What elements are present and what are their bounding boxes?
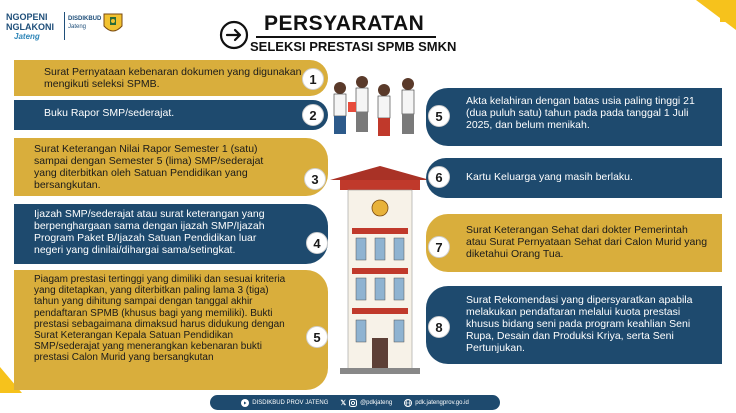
- arrow-right-circle-icon: [219, 20, 249, 50]
- requirement-number: 5: [306, 326, 328, 348]
- requirement-text: Buku Rapor SMP/sederajat.: [44, 107, 175, 119]
- requirement-number: 6: [428, 166, 450, 188]
- footer-website-label: pdk.jatengprov.go.id: [415, 399, 469, 406]
- requirement-text: Piagam prestasi tertinggi yang dimiliki dan sesuai kriteria yang ditetapkan, yang diterbitkan paling lama 3 (tiga) tahun yang dihitung sampai dengan tanggal akhir pendaftaran SPMB (khusus bagi yang memiliki). Bukti prestasi sebagaimana dimaksud harus didukung dengan Surat Keterangan Kepala Satuan Pendidikan SMP/sederajat yang menerangkan kebenaran bukti prestasi Calon Murid yang bersangkutan: [34, 274, 286, 364]
- students-figures: [334, 76, 414, 136]
- requirement-card-6: [426, 88, 722, 146]
- requirement-card-7: [426, 158, 722, 198]
- instagram-icon: [349, 399, 357, 407]
- brand-logo: [6, 6, 126, 46]
- requirement-number: 7: [428, 236, 450, 258]
- footer-social-label: @pdkjateng: [360, 399, 393, 406]
- logo-org-2: Jateng: [68, 24, 87, 30]
- requirement-text: Kartu Keluarga yang masih berlaku.: [466, 171, 633, 183]
- globe-icon: [404, 399, 412, 407]
- requirement-text: Surat Pernyataan kebenaran dokumen yang digunakan mengikuti seleksi SPMB.: [44, 66, 302, 90]
- title-underline: [256, 36, 436, 38]
- requirement-number: 8: [428, 316, 450, 338]
- requirement-text: Surat Keterangan Sehat dari dokter Pemerintah atau Surat Pernyataan Sehat dari Calon Murid yang diketahui Orang Tua.: [466, 224, 708, 260]
- requirement-card-2: [14, 100, 328, 130]
- logo-org-1: DISDIKBUD: [68, 16, 102, 22]
- page-title: PERSYARATAN: [264, 12, 425, 35]
- footer-social-bar: [210, 395, 500, 410]
- footer-website[interactable]: [404, 399, 469, 407]
- requirement-text: Ijazah SMP/sederajat atau surat keterangan yang berpenghargaan sama dengan ijazah SMP/Ijazah Program Paket B/Ijazah Satuan Pendidikan luar negeri yang dinilai/dihargai sama/setingkat.: [34, 208, 265, 256]
- requirement-card-5: [14, 270, 328, 390]
- page-subtitle: SELEKSI PRESTASI SPMB SMKN: [250, 39, 457, 54]
- logo-line-1: NGOPENI: [6, 12, 48, 22]
- requirement-text: Akta kelahiran dengan batas usia paling tinggi 21 (dua puluh satu) tahun pada pada tanggal 1 Juli 2025, dan belum menikah.: [466, 95, 695, 131]
- school-building-illustration: [320, 68, 440, 398]
- requirement-number: 2: [302, 104, 324, 126]
- footer-social[interactable]: [340, 399, 392, 407]
- requirement-text: Surat Rekomendasi yang dipersyaratkan apabila melakukan pendaftaran melalui kuota prestasi khusus bidang seni pada program keahlian Seni Rupa, Desain dan Produksi Kriya, serta Seni Pertunjukan.: [466, 294, 693, 354]
- requirement-card-3: [14, 138, 328, 196]
- requirement-card-9: [426, 286, 722, 364]
- logo-divider: [64, 12, 65, 40]
- province-emblem-icon: [102, 12, 124, 36]
- logo-line-2: NGLAKONI: [6, 22, 54, 32]
- requirement-card-4: [14, 204, 328, 264]
- footer-youtube[interactable]: [241, 399, 328, 407]
- corner-decoration-top-right-block: [720, 0, 736, 22]
- requirement-number: 5: [428, 105, 450, 127]
- requirement-number: 3: [304, 168, 326, 190]
- requirement-card-8: [426, 214, 722, 272]
- logo-line-3: Jateng: [14, 32, 40, 41]
- requirement-text: Surat Keterangan Nilai Rapor Semester 1 (satu) sampai dengan Semester 5 (lima) SMP/sederajat yang diterbitkan oleh Satuan Pendidikan yang bersangkutan.: [34, 143, 264, 191]
- requirement-card-1: [14, 60, 328, 96]
- requirement-number: 1: [302, 68, 324, 90]
- youtube-icon: [241, 399, 249, 407]
- requirement-number: 4: [306, 232, 328, 254]
- x-icon: 𝕏: [340, 399, 347, 407]
- footer-youtube-label: DISDIKBUD PROV JATENG: [252, 399, 329, 406]
